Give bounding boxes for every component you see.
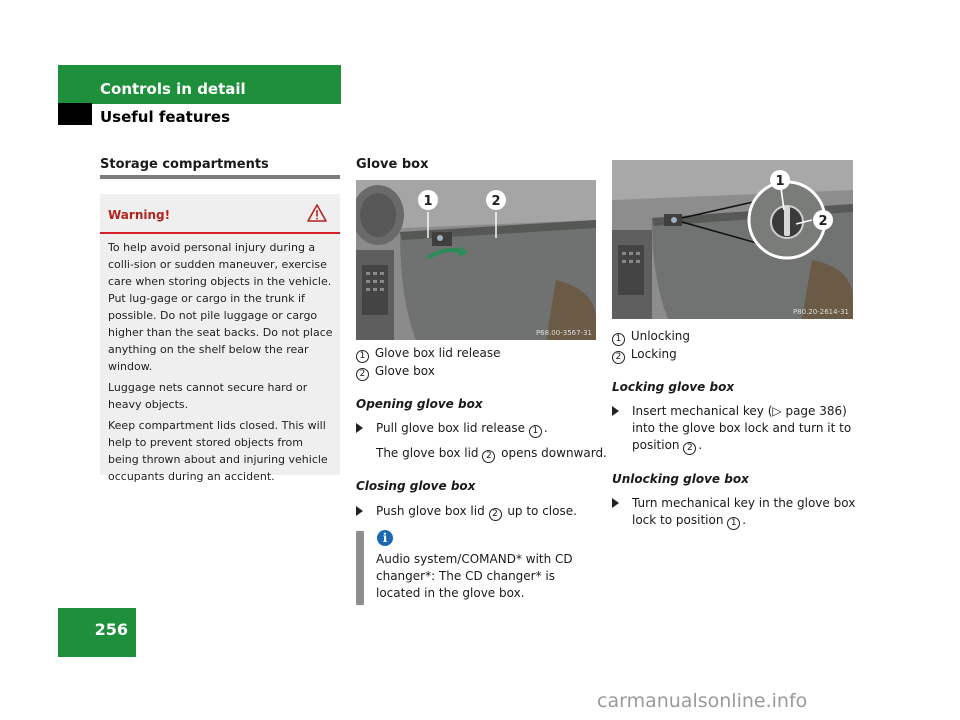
glovebox-photo-release	[356, 180, 596, 340]
glovebox-lock-illustration	[612, 160, 853, 319]
warning-label: Warning!	[108, 208, 171, 222]
closing-heading: Closing glove box	[356, 479, 476, 493]
storage-title-rule	[100, 175, 340, 179]
legend-lock	[612, 328, 690, 364]
opening-heading: Opening glove box	[356, 397, 483, 411]
locking-heading: Locking glove box	[612, 380, 735, 394]
warning-paragraph: Luggage nets cannot secure hard or heavy objects.	[108, 381, 308, 411]
locking-step: Insert mechanical key (▷ page 386) into the glove box lock and turn it to position 2 .	[612, 403, 862, 455]
opening-result: The glove box lid 2 opens downward.	[376, 446, 607, 461]
info-bar	[356, 531, 364, 605]
opening-step: Pull glove box lid release 1 .	[356, 420, 601, 438]
bullet-triangle-icon	[612, 498, 619, 508]
closing-step: Push glove box lid 2 up to close.	[356, 503, 601, 521]
svg-text:1: 1	[775, 174, 785, 189]
page-number: 256	[94, 620, 128, 639]
bullet-triangle-icon	[612, 406, 619, 416]
watermark: carmanualsonline.info	[597, 690, 808, 712]
legend-item: 1 Unlocking	[612, 328, 690, 346]
warning-rule	[100, 232, 340, 234]
bullet-triangle-icon	[356, 423, 363, 433]
page-number-box	[58, 608, 136, 657]
photo-code: P80.20-2614-31	[792, 308, 849, 316]
section-title: Controls in detail	[100, 80, 246, 98]
warning-triangle-icon	[307, 204, 327, 222]
warning-paragraph: To help avoid personal injury during a colli-sion or sudden maneuver, exercise care when storing objects in the vehicle. Put lug-gage or cargo in the trunk if possible. Do not pile luggage or cargo higher than the seat backs. Do not place anything on the shelf below the rear window.	[108, 241, 333, 373]
storage-title: Storage compartments	[100, 157, 269, 172]
glovebox-title: Glove box	[356, 157, 429, 172]
svg-text:2: 2	[818, 214, 828, 229]
legend-release	[356, 345, 500, 381]
warning-text	[108, 239, 336, 489]
warning-box	[100, 194, 340, 483]
unlocking-step: Turn mechanical key in the glove box lock to position 1 .	[612, 495, 862, 530]
legend-item: 1 Glove box lid release	[356, 345, 500, 363]
info-text: Audio system/COMAND* with CD changer*: The CD changer* is located in the glove box.	[376, 552, 573, 600]
glovebox-release-illustration	[356, 180, 596, 340]
legend-item: 2 Glove box	[356, 363, 500, 381]
photo-code: P68.00-3567-31	[535, 329, 592, 337]
unlocking-heading: Unlocking glove box	[612, 472, 749, 486]
info-icon: i	[377, 530, 393, 546]
glovebox-photo-lock	[612, 160, 853, 319]
subsection-title: Useful features	[100, 108, 231, 126]
svg-text:1: 1	[423, 194, 433, 209]
bullet-triangle-icon	[356, 506, 363, 516]
legend-item: 2 Locking	[612, 346, 690, 364]
header-marker	[58, 103, 92, 125]
svg-text:2: 2	[491, 194, 501, 209]
warning-paragraph: Keep compartment lids closed. This will help to prevent stored objects from being thrown about and injuring vehicle occupants during an accident.	[108, 419, 328, 483]
